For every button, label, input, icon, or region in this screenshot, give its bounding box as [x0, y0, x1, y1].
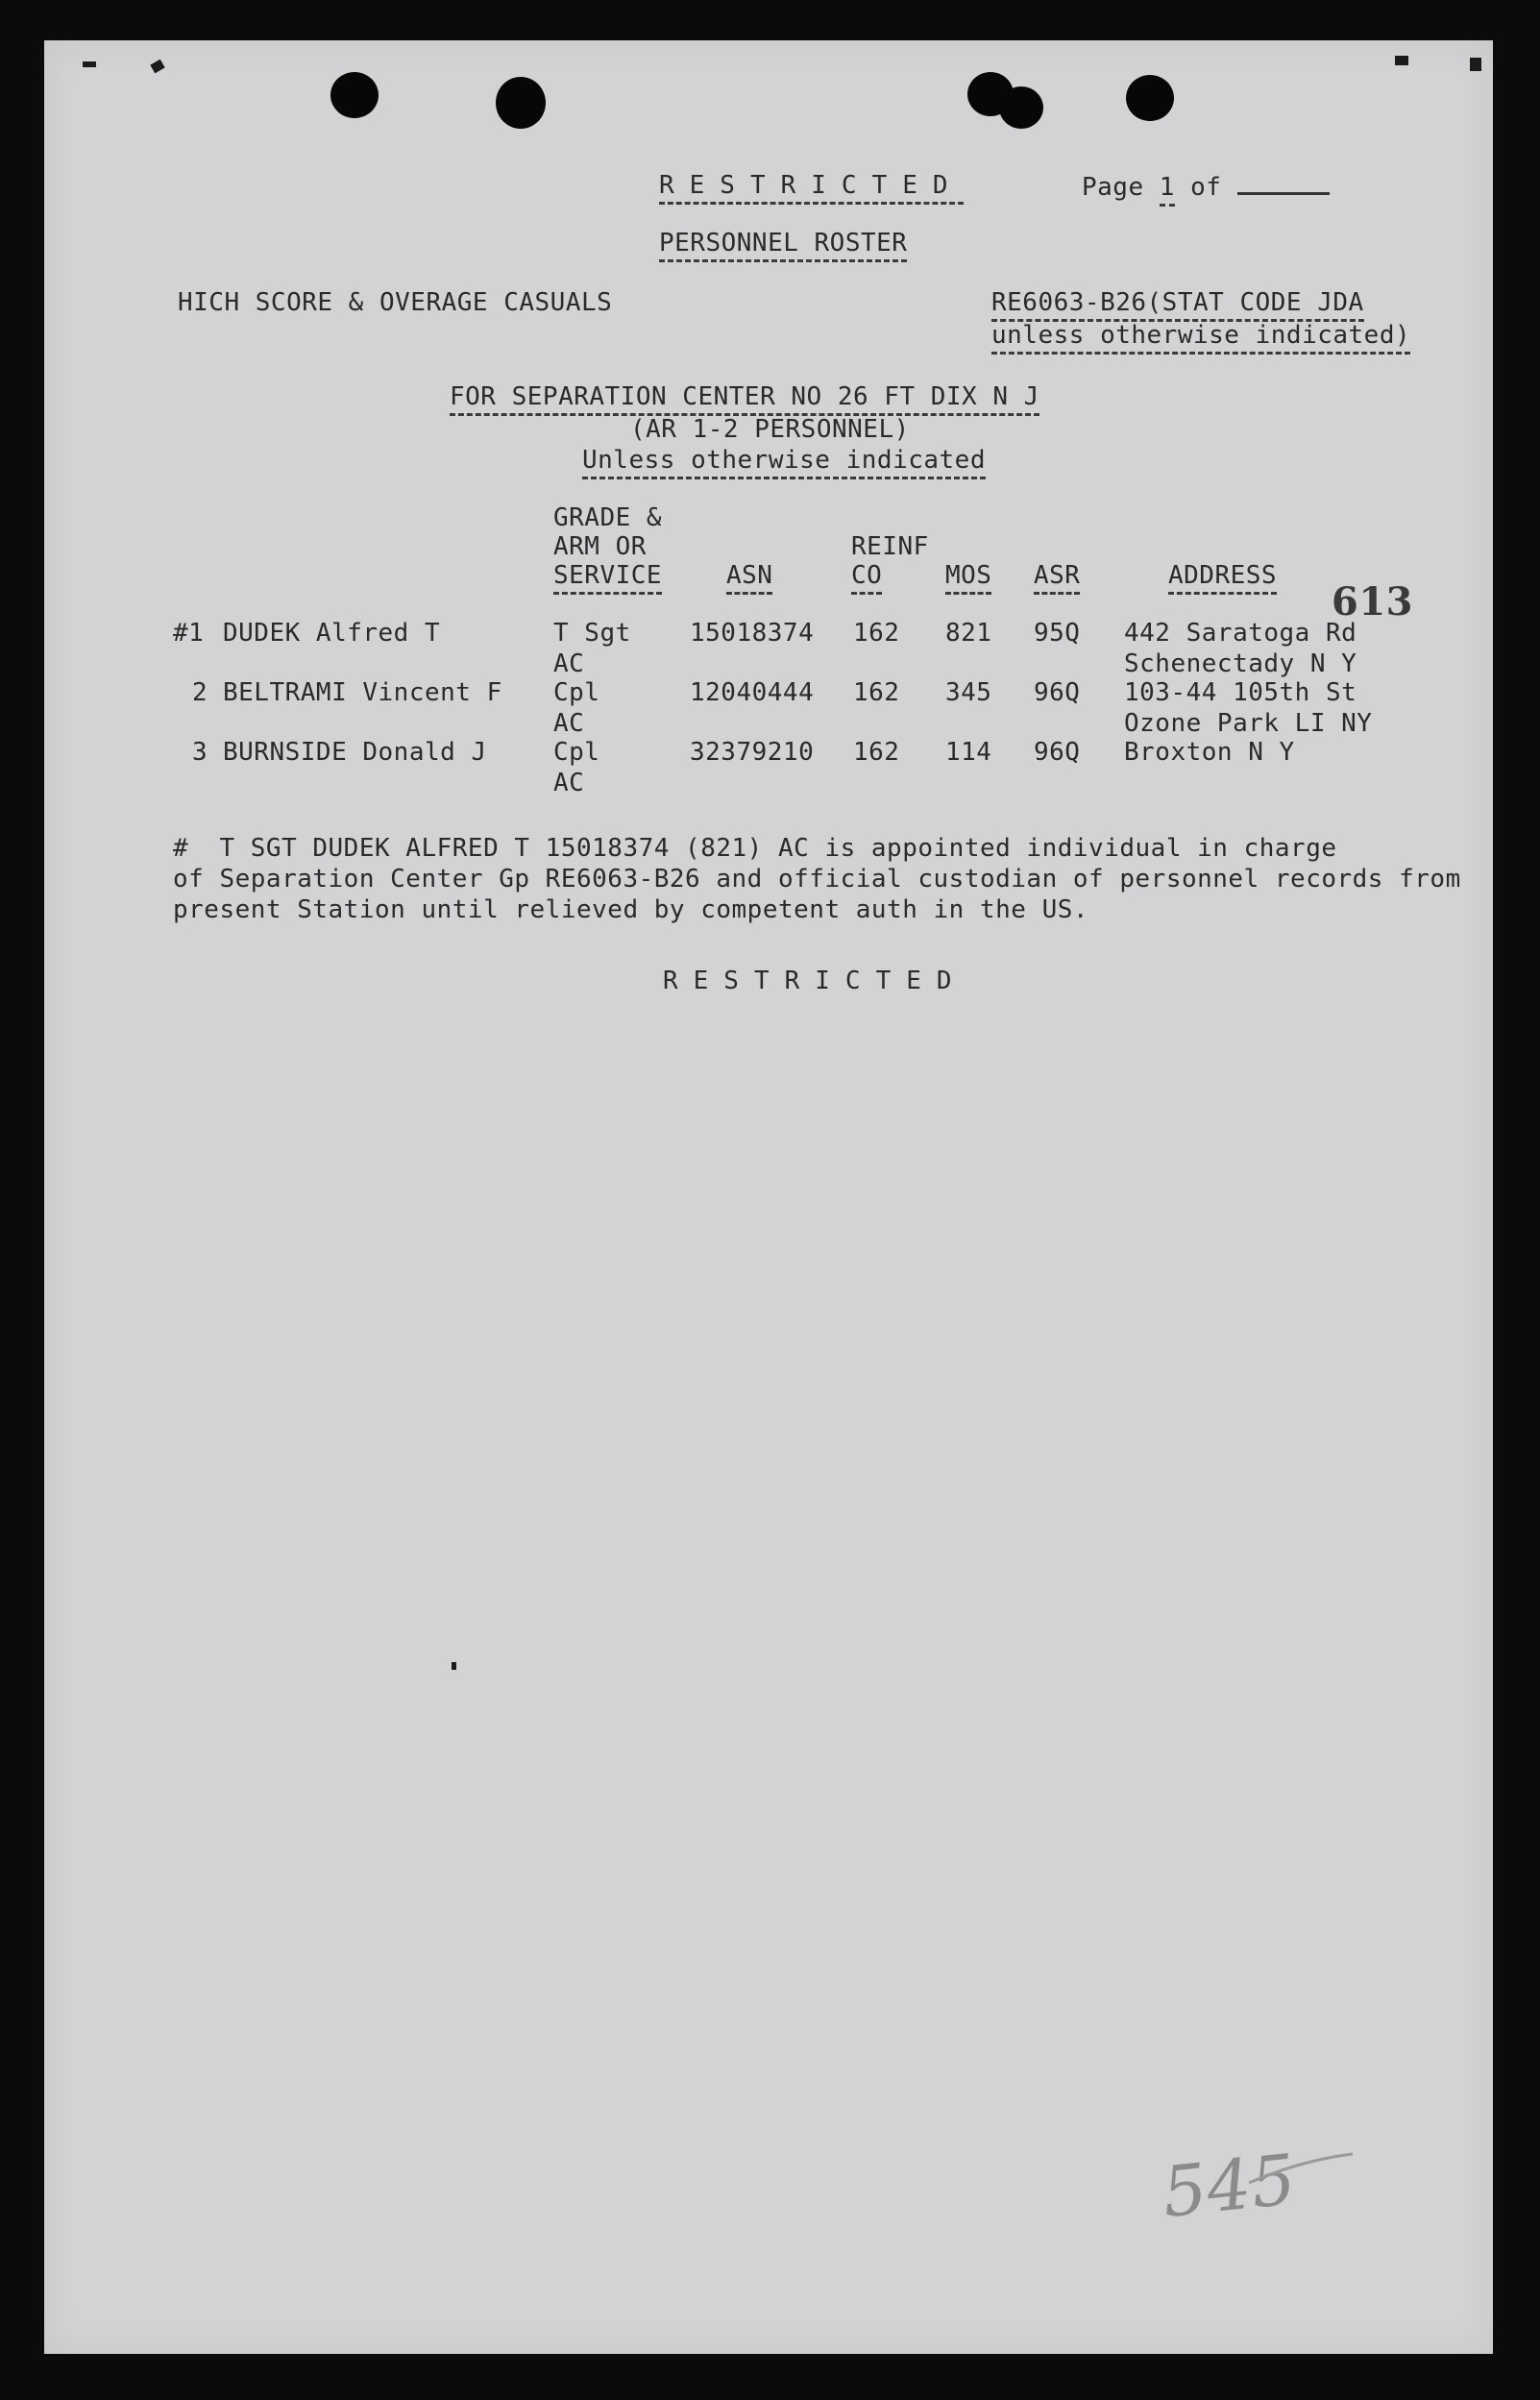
- row-arm: AC: [553, 709, 585, 738]
- separation-center-line: FOR SEPARATION CENTER NO 26 FT DIX N J: [450, 382, 1039, 416]
- row-name: BURNSIDE Donald J: [223, 738, 487, 767]
- group-code-note: unless otherwise indicated): [991, 321, 1410, 355]
- page-number: 1: [1160, 173, 1175, 207]
- col-asr: ASR: [1034, 561, 1080, 595]
- ink-speck: [1470, 58, 1481, 71]
- punch-hole: [999, 86, 1043, 129]
- row-address-line1: 442 Saratoga Rd: [1124, 619, 1357, 648]
- ar-note: (AR 1-2 PERSONNEL): [630, 415, 910, 444]
- row-address-line2: Ozone Park LI NY: [1124, 709, 1373, 738]
- row-arm: AC: [553, 649, 585, 678]
- handwritten-stroke: [1245, 2150, 1360, 2189]
- punch-hole: [496, 77, 546, 129]
- row-grade: Cpl: [553, 738, 600, 767]
- col-reinf-line1: REINF: [851, 532, 929, 561]
- row-number: 3: [192, 738, 208, 767]
- ink-speck: [150, 60, 164, 74]
- page-label: Page: [1082, 173, 1144, 202]
- col-asn: ASN: [726, 561, 772, 595]
- stamp-number: 613: [1332, 579, 1413, 624]
- roster-title: PERSONNEL ROSTER: [659, 229, 907, 262]
- row-reinf: 162: [853, 678, 900, 707]
- ink-speck: [83, 61, 96, 67]
- document-page: [44, 40, 1493, 2354]
- total-pages-blank: [1237, 171, 1330, 195]
- row-asr: 96Q: [1034, 678, 1081, 707]
- row-reinf: 162: [853, 738, 900, 767]
- row-address-line2: Schenectady N Y: [1124, 649, 1357, 678]
- row-mos: 821: [945, 619, 992, 648]
- row-grade: Cpl: [553, 678, 600, 707]
- restricted-footer: RESTRICTED: [663, 967, 967, 995]
- col-reinf-line2: CO: [851, 561, 882, 595]
- row-name: BELTRAMI Vincent F: [223, 678, 502, 707]
- punch-hole: [1126, 75, 1174, 121]
- group-code: RE6063-B26(STAT CODE JDA: [991, 288, 1364, 322]
- row-asn: 32379210: [690, 738, 815, 767]
- handwritten-number: 545: [1158, 2138, 1300, 2234]
- row-arm: AC: [553, 769, 585, 797]
- footnote-line3: present Station until relieved by competent auth in the US.: [173, 895, 1089, 924]
- row-asn: 12040444: [690, 678, 815, 707]
- ink-speck: [1395, 56, 1408, 65]
- row-grade: T Sgt: [553, 619, 631, 648]
- col-grade-line1: GRADE &: [553, 503, 663, 532]
- ink-speck: [452, 1662, 456, 1670]
- row-number: #1: [173, 619, 205, 648]
- row-asr: 96Q: [1034, 738, 1081, 767]
- col-address: ADDRESS: [1168, 561, 1277, 595]
- otherwise-note: Unless otherwise indicated: [582, 446, 986, 479]
- punch-hole: [330, 72, 379, 118]
- footnote-line1: # T SGT DUDEK ALFRED T 15018374 (821) AC is appointed individual in charge: [173, 834, 1337, 863]
- row-address-line1: Broxton N Y: [1124, 738, 1295, 767]
- restricted-header: RESTRICTED: [659, 171, 964, 205]
- page-indicator: [1082, 171, 1330, 202]
- row-number: 2: [192, 678, 208, 707]
- col-mos: MOS: [945, 561, 991, 595]
- row-name: DUDEK Alfred T: [223, 619, 441, 648]
- row-address-line1: 103-44 105th St: [1124, 678, 1357, 707]
- col-grade-line2: ARM OR: [553, 532, 647, 561]
- row-mos: 345: [945, 678, 992, 707]
- page-of-label: of: [1190, 173, 1222, 202]
- footnote-line2: of Separation Center Gp RE6063-B26 and official custodian of personnel records from: [173, 865, 1461, 894]
- row-asn: 15018374: [690, 619, 815, 648]
- unit-title: HICH SCORE & OVERAGE CASUALS: [178, 288, 613, 317]
- col-grade-line3: SERVICE: [553, 561, 662, 595]
- row-reinf: 162: [853, 619, 900, 648]
- row-asr: 95Q: [1034, 619, 1081, 648]
- row-mos: 114: [945, 738, 992, 767]
